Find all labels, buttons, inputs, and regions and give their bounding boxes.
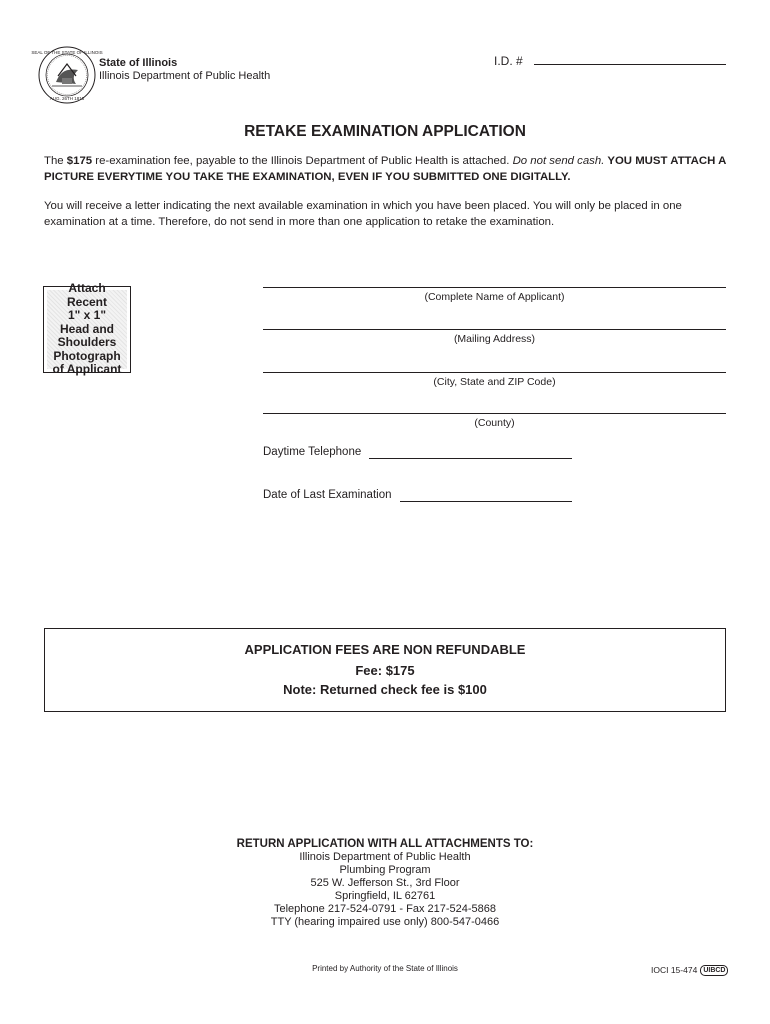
return-address-line: Springfield, IL 62761 bbox=[334, 890, 436, 902]
form-number bbox=[651, 965, 728, 976]
photo-line: Shoulders bbox=[57, 335, 117, 350]
mailing-address-caption: (Mailing Address) bbox=[453, 333, 536, 345]
intro-fee-amount: $175 bbox=[66, 155, 93, 167]
return-address-line: Plumbing Program bbox=[339, 864, 431, 876]
return-address-line: 525 W. Jefferson St., 3rd Floor bbox=[310, 877, 460, 889]
fee-amount: Fee: $175 bbox=[355, 663, 415, 678]
return-address-line: TTY (hearing impaired use only) 800-547-0466 bbox=[270, 916, 500, 928]
photo-line: Attach Recent bbox=[66, 281, 107, 309]
intro-text: The bbox=[44, 155, 67, 167]
intro-paragraph-fee bbox=[44, 154, 734, 185]
photo-line: of Applicant bbox=[52, 362, 122, 377]
city-state-zip-field[interactable] bbox=[263, 372, 726, 373]
state-seal bbox=[31, 46, 103, 104]
id-number-field[interactable] bbox=[534, 64, 726, 65]
county-caption: (County) bbox=[474, 417, 515, 429]
return-address-line: Telephone 217-524-0791 - Fax 217-524-5868 bbox=[274, 903, 496, 915]
photo-attachment-box[interactable] bbox=[43, 281, 131, 377]
last-exam-date-field[interactable] bbox=[400, 501, 572, 502]
seal-top-text: SEAL OF THE STATE OF ILLINOIS bbox=[31, 50, 103, 55]
seal-bottom-text: AUG. 26TH 1818 bbox=[49, 96, 85, 101]
union-bug-logo: UIBCD bbox=[700, 965, 728, 976]
city-state-zip-caption: (City, State and ZIP Code) bbox=[433, 376, 556, 388]
last-exam-date-label: Date of Last Examination bbox=[263, 489, 392, 501]
non-refundable-notice: APPLICATION FEES ARE NON REFUNDABLE bbox=[244, 642, 526, 657]
photo-line: Head and bbox=[59, 321, 114, 336]
returned-check-fee: Note: Returned check fee is $100 bbox=[283, 682, 487, 697]
intro-photo-requirement: YOU MUST ATTACH A PICTURE EVERYTIME YOU TAKE THE EXAMINATION, EVEN IF YOU SUBMITTED ONE DIGITALLY. bbox=[44, 155, 726, 183]
photo-instructions bbox=[47, 281, 127, 377]
mailing-address-field[interactable] bbox=[263, 329, 726, 330]
applicant-name-caption: (Complete Name of Applicant) bbox=[424, 291, 565, 303]
org-line-department: Illinois Department of Public Health bbox=[99, 70, 271, 82]
photo-line: 1" x 1" bbox=[67, 308, 107, 323]
form-number-text: IOCI 15-474 bbox=[651, 965, 698, 975]
daytime-telephone-field[interactable] bbox=[369, 458, 572, 459]
applicant-name-field[interactable] bbox=[263, 287, 726, 288]
page-title: RETAKE EXAMINATION APPLICATION bbox=[244, 123, 526, 140]
intro-paragraph-letter: You will receive a letter indicating the next available examination in which you have been placed. You will only be placed in one examination at a time. Therefore, do not send in more than one application to retake the examination. bbox=[44, 200, 682, 228]
daytime-telephone-label: Daytime Telephone bbox=[263, 446, 362, 458]
intro-no-cash: Do not send cash. bbox=[512, 155, 605, 167]
county-field[interactable] bbox=[263, 413, 726, 414]
id-label: I.D. # bbox=[494, 54, 523, 68]
return-address-line: Illinois Department of Public Health bbox=[299, 851, 471, 863]
photo-line: Photograph bbox=[53, 348, 121, 363]
org-line-state: State of Illinois bbox=[99, 57, 178, 69]
return-heading: RETURN APPLICATION WITH ALL ATTACHMENTS TO: bbox=[236, 838, 534, 850]
printing-authority: Printed by Authority of the State of Illinois bbox=[312, 964, 458, 973]
intro-text-2: re-examination fee, payable to the Illinois Department of Public Health is attached. bbox=[92, 155, 513, 167]
